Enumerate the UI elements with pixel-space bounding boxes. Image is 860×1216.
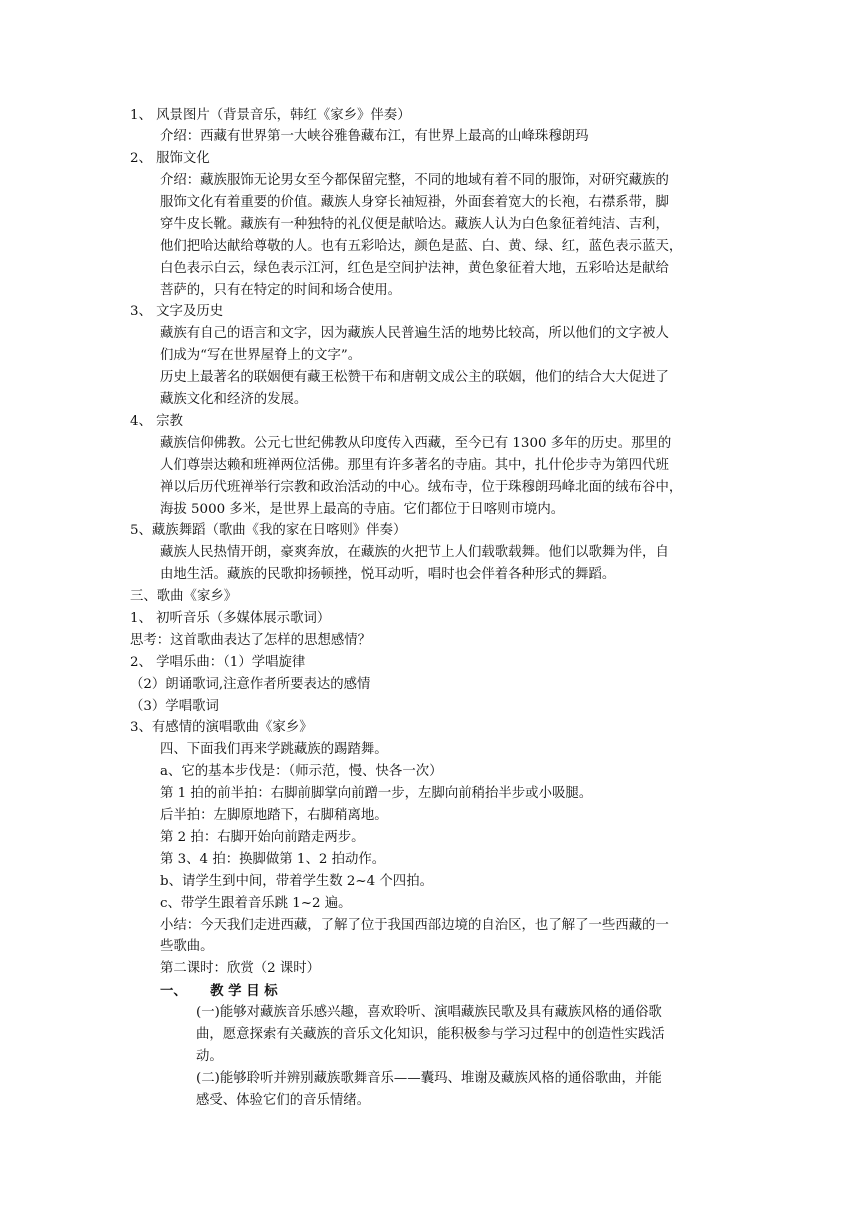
text-line: (一)能够对藏族音乐感兴趣，喜欢聆听、演唱藏族民歌及具有藏族风格的通俗歌 — [196, 1005, 662, 1020]
text-line: c、带学生跟着音乐跳 1~2 遍。 — [160, 896, 352, 911]
text-line: 第 3、4 拍：换脚做第 1、2 拍动作。 — [160, 852, 386, 867]
text-line: 人们尊崇达赖和班禅两位活佛。那里有许多著名的寺庙。其中，扎什伦步寺为第四代班 — [160, 458, 669, 473]
text-line: 菩萨的，只有在特定的时间和场合使用。 — [160, 283, 402, 298]
text-line: 3、 文字及历史 — [130, 304, 224, 319]
text-line: 曲，愿意探索有关藏族的音乐文化知识，能积极参与学习过程中的创造性实践活 — [196, 1027, 665, 1042]
text-line: 白色表示白云，绿色表示江河，红色是空间护法神，黄色象征着大地，五彩哈达是献给 — [160, 261, 669, 276]
text-line: 5、藏族舞蹈（歌曲《我的家在日喀则》伴奏） — [130, 523, 407, 538]
text-line: 藏族人民热情开朗，豪爽奔放，在藏族的火把节上人们载歌载舞。他们以歌舞为伴，自 — [160, 545, 669, 560]
text-line: 些歌曲。 — [160, 939, 214, 954]
text-line: 介绍：藏族服饰无论男女至今都保留完整，不同的地域有着不同的服饰，对研究藏族的 — [160, 173, 669, 188]
text-line: 2、 服饰文化 — [130, 151, 210, 166]
text-line: （2）朗诵歌词,注意作者所要表达的感情 — [130, 677, 371, 692]
text-line: 们成为“写在世界屋脊上的文字”。 — [160, 348, 362, 363]
text-line: 四、下面我们再来学跳藏族的踢踏舞。 — [160, 742, 388, 757]
text-line: 动。 — [196, 1049, 223, 1064]
section-heading: 一、 教 学 目 标 — [160, 983, 278, 999]
text-line: 4、 宗教 — [130, 414, 183, 429]
text-line: 第二课时：欣赏（2 课时） — [160, 961, 321, 976]
text-line: 1、 风景图片（背景音乐，韩红《家乡》伴奏） — [130, 108, 411, 123]
text-line: 穿牛皮长靴。藏族有一种独特的礼仪便是献哈达。藏族人认为白色象征着纯洁、吉利， — [160, 217, 669, 232]
text-line: b、请学生到中间，带着学生数 2~4 个四拍。 — [160, 874, 433, 889]
text-line: 2、 学唱乐曲：（1）学唱旋律 — [130, 655, 306, 670]
text-line: 服饰文化有着重要的价值。藏族人身穿长袖短褂，外面套着宽大的长袍，右襟系带，脚 — [160, 195, 669, 210]
text-line: 藏族信仰佛教。公元七世纪佛教从印度传入西藏，至今已有 1300 多年的历史。那里的 — [160, 436, 672, 451]
text-line: 3、有感情的演唱歌曲《家乡》 — [130, 720, 313, 735]
text-line: 小结：今天我们走进西藏，了解了位于我国西部边境的自治区，也了解了一些西藏的一 — [160, 918, 669, 933]
text-line: 历史上最著名的联姻便有藏王松赞干布和唐朝文成公主的联姻，他们的结合大大促进了 — [160, 370, 669, 385]
text-line: 三、歌曲《家乡》 — [130, 589, 238, 604]
text-line: 感受、体验它们的音乐情绪。 — [196, 1093, 371, 1108]
text-line: 海拔 5000 多米，是世界上最高的寺庙。它们都位于日喀则市境内。 — [160, 502, 565, 517]
text-line: 思考：这首歌曲表达了怎样的思想感情？ — [130, 633, 372, 648]
text-line: 藏族文化和经济的发展。 — [160, 392, 308, 407]
text-line: a、它的基本步伐是：（师示范，慢、快各一次） — [160, 764, 443, 779]
text-line: 后半拍：左脚原地踏下，右脚稍离地。 — [160, 808, 388, 823]
text-line: （3）学唱歌词 — [130, 699, 219, 714]
text-line: (二)能够聆听并辨别藏族歌舞音乐——囊玛、堆谢及藏族风格的通俗歌曲，并能 — [196, 1071, 662, 1086]
text-line: 介绍：西藏有世界第一大峡谷雅鲁藏布江，有世界上最高的山峰珠穆朗玛 — [160, 129, 589, 144]
text-line: 藏族有自己的语言和文字，因为藏族人民普遍生活的地势比较高，所以他们的文字被人 — [160, 326, 669, 341]
text-line: 第 1 拍的前半拍：右脚前脚掌向前蹭一步，左脚向前稍抬半步或小吸腿。 — [160, 786, 593, 801]
text-line: 第 2 拍：右脚开始向前踏走两步。 — [160, 830, 365, 845]
text-line: 禅以后历代班禅举行宗教和政治活动的中心。绒布寺，位于珠穆朗玛峰北面的绒布谷中， — [160, 480, 683, 495]
text-line: 1、 初听音乐（多媒体展示歌词） — [130, 611, 331, 626]
text-line: 由地生活。藏族的民歌抑扬顿挫，悦耳动听，唱时也会伴着各种形式的舞蹈。 — [160, 567, 616, 582]
text-line: 他们把哈达献给尊敬的人。也有五彩哈达，颜色是蓝、白、黄、绿、红，蓝色表示蓝天， — [160, 239, 683, 254]
